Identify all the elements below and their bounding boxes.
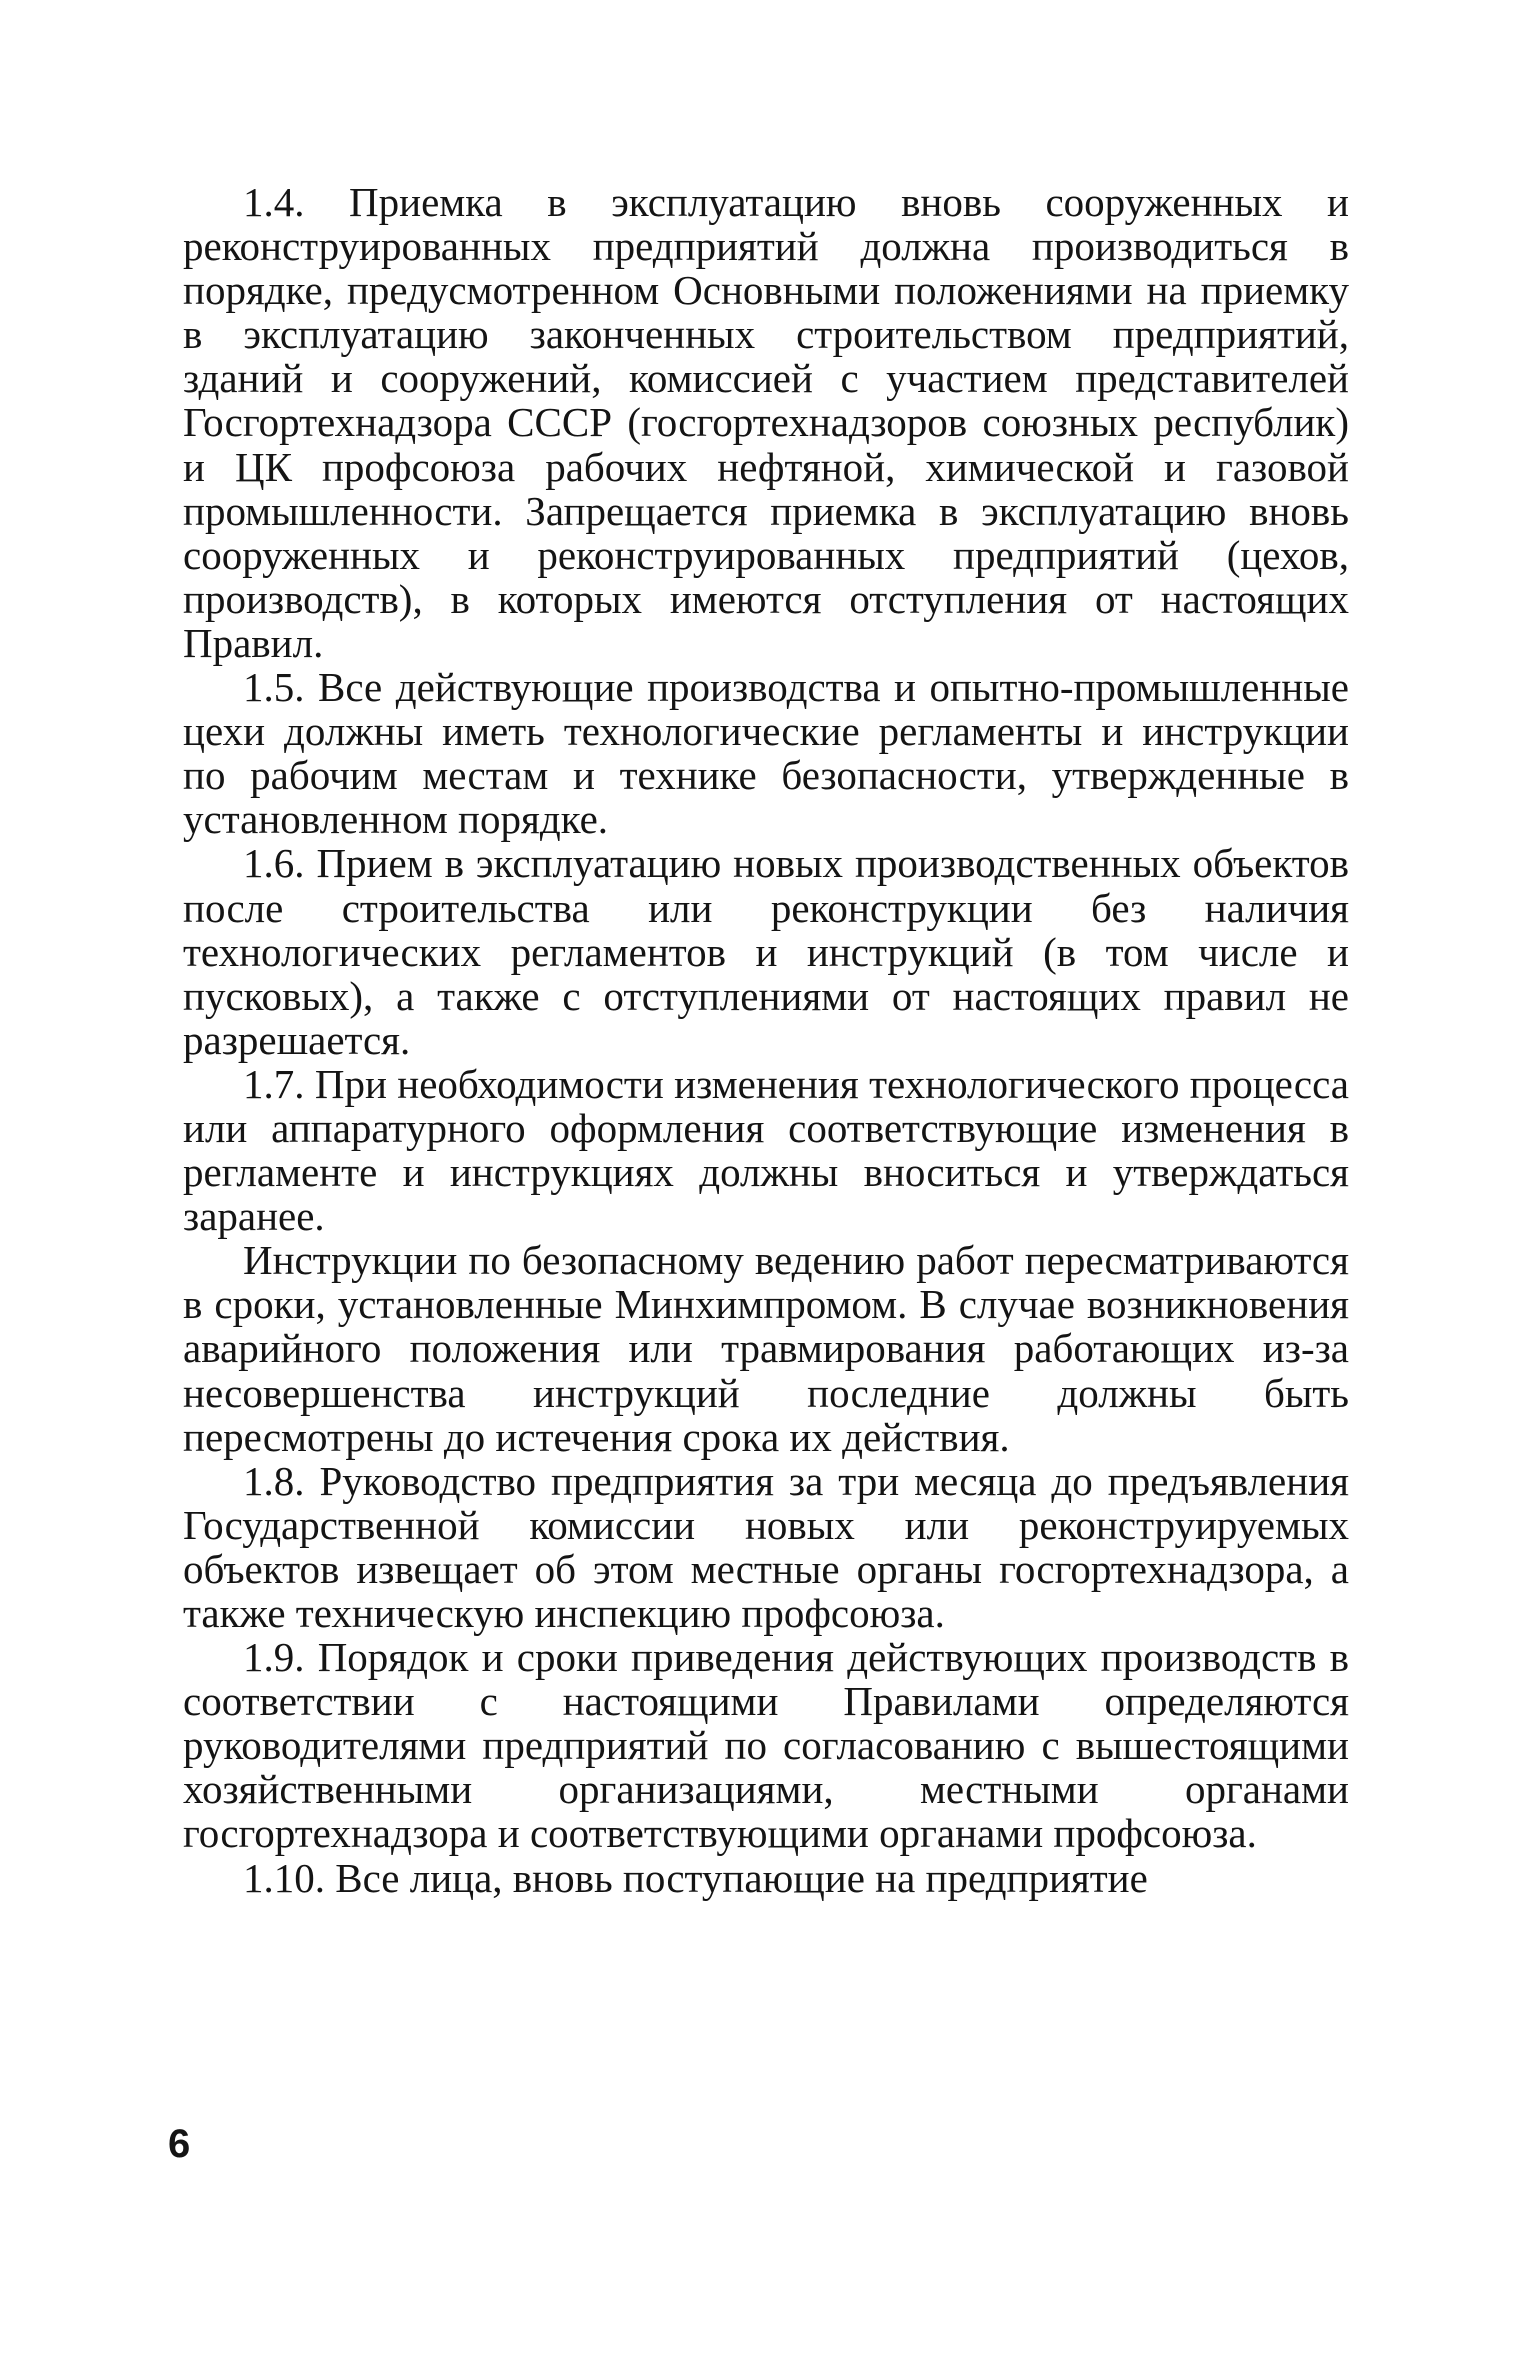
paragraph-1-6: 1.6. Прием в эксплуатацию новых производственных объектов после строительства или реконструкции без наличия технологических регламентов и инструкций (в том числе и пусковых), а также с отступлениями от настоящих правил не разрешается. [183, 840, 1349, 1063]
body-text [183, 180, 1349, 1900]
paragraph-1-7: 1.7. При необходимости изменения технологического процесса или аппаратурного оформления соответствующие изменения в регламенте и инструкциях должны вноситься и утверждаться заранее. [183, 1060, 1349, 1240]
paragraph-1-8: 1.8. Руководство предприятия за три месяца до предъявления Государственной комиссии новых или реконструируемых объектов извещает об этом местные органы госгортехнадзора, а также техническую инспекцию профсоюза. [183, 1457, 1349, 1636]
paragraph-1-4: 1.4. Приемка в эксплуатацию вновь сооруженных и реконструированных предприятий должна производиться в порядке, предусмотренном Основными положениями на приемку в эксплуатацию законченных строительством предприятий, зданий и сооружений, комиссией с участием представителей Госгортехнадзора СССР (госгортехнадзоров союзных республик) и ЦК профсоюза рабочих нефтяной, химической и газовой промышленности. Запрещается приемка в эксплуатацию вновь сооруженных и реконструированных предприятий (цехов, производств), в которых имеются отступления от настоящих Правил. [183, 179, 1349, 666]
page-number: 6 [168, 2122, 191, 2166]
paragraph-1-10: 1.10. Все лица, вновь поступающие на предприятие [243, 1854, 1148, 1901]
paragraph-1-9: 1.9. Порядок и сроки приведения действующих производств в соответствии с настоящими Правилами определяются руководителями предприятий по согласованию с вышестоящими хозяйственными организациями, местными органами госгортехнадзора и соответствующими органами профсоюза. [183, 1634, 1349, 1857]
paragraph-1-5: 1.5. Все действующие производства и опытно-промышленные цехи должны иметь технологические регламенты и инструкции по рабочим местам и технике безопасности, утвержденные в установленном порядке. [183, 664, 1349, 843]
paragraph-instructions: Инструкции по безопасному ведению работ пересматриваются в сроки, установленные Минхимпромом. В случае возникновения аварийного положения или травмирования работающих из-за несовершенства инструкций последние должны быть пересмотрены до истечения срока их действия. [183, 1237, 1349, 1460]
